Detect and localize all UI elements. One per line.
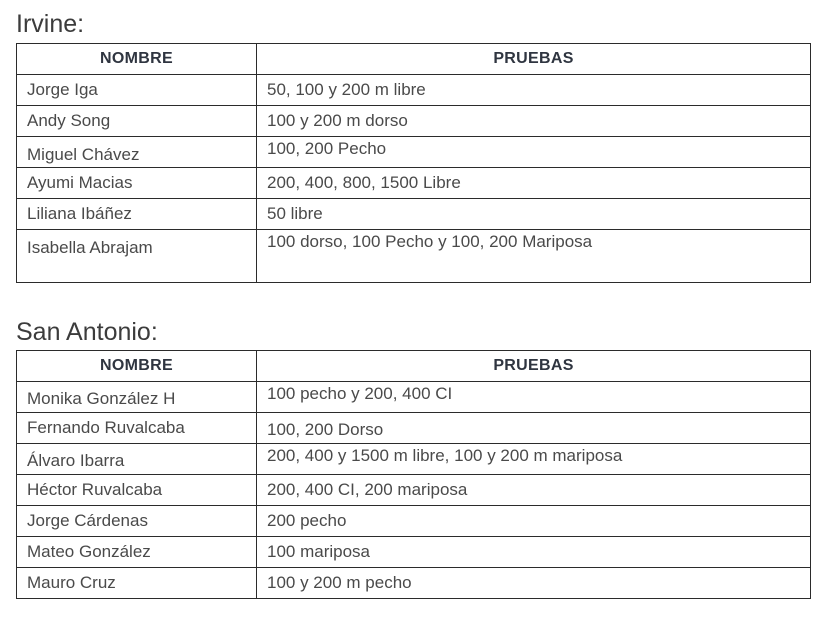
- san-antonio-table: [16, 350, 811, 599]
- table-row: [17, 568, 811, 599]
- swimmer-events: 200 pecho: [257, 506, 811, 537]
- swimmer-name: Miguel Chávez: [17, 137, 257, 168]
- swimmer-name: Jorge Iga: [17, 75, 257, 106]
- swimmer-events: 100 mariposa: [257, 537, 811, 568]
- swimmer-name: Mateo González: [17, 537, 257, 568]
- column-header-name: NOMBRE: [17, 44, 257, 75]
- swimmer-name: Jorge Cárdenas: [17, 506, 257, 537]
- table-row: [17, 230, 811, 283]
- swimmer-name: Monika González H: [17, 382, 257, 413]
- table-row: [17, 506, 811, 537]
- swimmer-events: 100, 200 Pecho: [257, 137, 811, 168]
- swimmer-events: 50, 100 y 200 m libre: [257, 75, 811, 106]
- table-row: [17, 475, 811, 506]
- swimmer-events: 200, 400 CI, 200 mariposa: [257, 475, 811, 506]
- swimmer-events: 100 pecho y 200, 400 CI: [257, 382, 811, 413]
- table-header-row: [17, 44, 811, 75]
- column-header-name: NOMBRE: [17, 351, 257, 382]
- table-row: [17, 413, 811, 444]
- swimmer-name: Isabella Abrajam: [17, 230, 257, 283]
- swimmer-events: 100, 200 Dorso: [257, 413, 811, 444]
- table-row: [17, 106, 811, 137]
- table-row: [17, 537, 811, 568]
- swimmer-name: Andy Song: [17, 106, 257, 137]
- swimmer-events: 200, 400 y 1500 m libre, 100 y 200 m mariposa: [257, 444, 811, 475]
- table-row: [17, 137, 811, 168]
- column-header-events: PRUEBAS: [257, 44, 811, 75]
- swimmer-name: Ayumi Macias: [17, 168, 257, 199]
- column-header-events: PRUEBAS: [257, 351, 811, 382]
- swimmer-name: Mauro Cruz: [17, 568, 257, 599]
- table-row: [17, 75, 811, 106]
- swimmer-events: 200, 400, 800, 1500 Libre: [257, 168, 811, 199]
- swimmer-events: 100 dorso, 100 Pecho y 100, 200 Mariposa: [257, 230, 811, 283]
- swimmer-name: Álvaro Ibarra: [17, 444, 257, 475]
- table-row: [17, 444, 811, 475]
- swimmer-name: Héctor Ruvalcaba: [17, 475, 257, 506]
- table-row: [17, 382, 811, 413]
- swimmer-events: 50 libre: [257, 199, 811, 230]
- section-title-san-antonio: San Antonio:: [16, 318, 158, 346]
- swimmer-name: Liliana Ibáñez: [17, 199, 257, 230]
- section-title-irvine: Irvine:: [16, 10, 85, 38]
- swimmer-events: 100 y 200 m pecho: [257, 568, 811, 599]
- swimmer-name: Fernando Ruvalcaba: [17, 413, 257, 444]
- table-row: [17, 168, 811, 199]
- table-header-row: [17, 351, 811, 382]
- irvine-table: [16, 43, 811, 283]
- swimmer-events: 100 y 200 m dorso: [257, 106, 811, 137]
- table-row: [17, 199, 811, 230]
